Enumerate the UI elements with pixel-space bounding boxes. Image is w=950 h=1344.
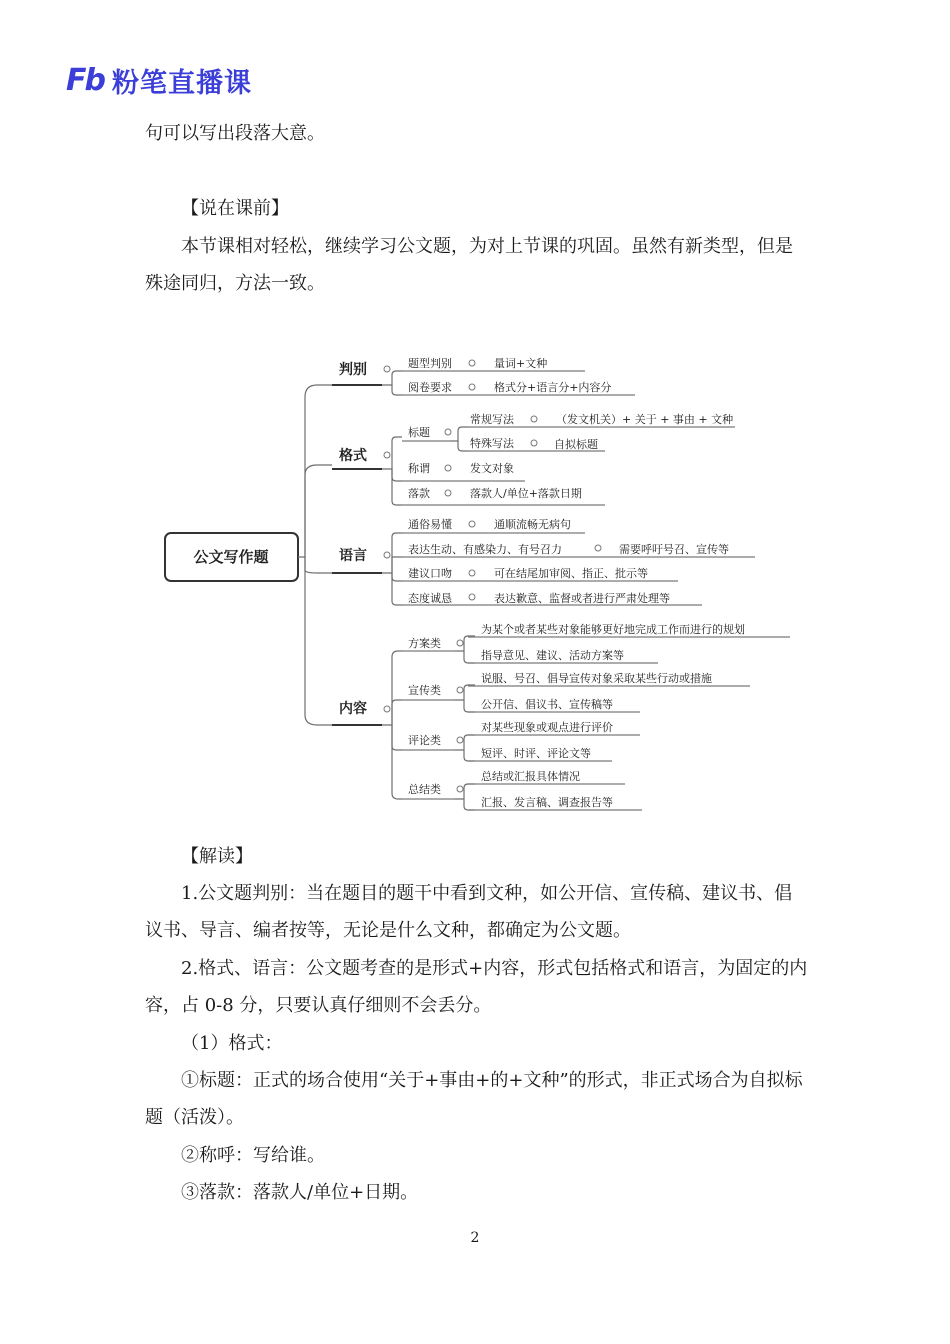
judge-item-label: 题型判别 (408, 357, 452, 370)
format-title-label: 标题 (408, 426, 430, 439)
language-item-label: 建议口吻 (408, 567, 452, 580)
paragraph-continuation: 句可以写出段落大意。 (145, 123, 325, 144)
language-item-value: 通顺流畅无病句 (494, 518, 571, 531)
language-item-value: 可在结尾加审阅、指正、批示等 (494, 567, 648, 580)
content-type-examples: 短评、时评、评论文等 (481, 747, 591, 760)
content-type-label: 总结类 (408, 783, 441, 796)
paragraph-format-salutation: ②称呼：写给谁。 (181, 1145, 325, 1166)
category-format: 格式 (339, 448, 367, 464)
category-language: 语言 (339, 548, 367, 564)
judge-item-value: 量词+文种 (494, 357, 548, 370)
section-heading-before-class: 【说在课前】 (181, 198, 289, 219)
category-judge: 判别 (339, 362, 367, 378)
format-item-label: 落款 (408, 487, 430, 500)
section-heading-interpretation: 【解读】 (181, 846, 253, 867)
content-type-examples: 公开信、倡议书、宣传稿等 (481, 698, 613, 711)
language-item-label: 通俗易懂 (408, 518, 452, 531)
format-item-label: 称谓 (408, 462, 430, 475)
content-type-examples: 指导意见、建议、活动方案等 (481, 649, 624, 662)
language-item-value: 需要呼吁号召、宣传等 (619, 543, 729, 556)
paragraph-format-signature: ③落款：落款人/单位+日期。 (181, 1182, 419, 1203)
format-item-value: 落款人/单位+落款日期 (470, 487, 582, 500)
format-title-item-label: 特殊写法 (470, 437, 514, 450)
paragraph-point-2: 2.格式、语言：公文题考查的是形式+内容，形式包括格式和语言，为固定的内容，占 0-8 分，只要认真仔细则不会丢分。 (145, 958, 808, 1016)
content-group-summary (402, 769, 642, 810)
paragraph-point-1: 1.公文题判别：当在题目的题干中看到文种，如公开信、宣传稿、建议书、倡议书、导言、编者按等，无论是什么文种，都确定为公文题。 (145, 883, 793, 941)
brand-logo (66, 60, 252, 100)
mind-map-root: 公文写作题 (193, 548, 269, 566)
paragraph-format-heading: （1）格式： (181, 1033, 283, 1054)
content-group-review (402, 720, 640, 761)
content-type-examples: 汇报、发言稿、调查报告等 (481, 796, 613, 809)
content-group-publicity (402, 671, 750, 712)
content-type-label: 宣传类 (408, 684, 441, 697)
language-item-value: 表达歉意、监督或者进行严肃处理等 (494, 592, 670, 605)
format-title-item-value: （发文机关）+ 关于 + 事由 + 文种 (556, 413, 734, 426)
content-type-label: 评论类 (408, 734, 441, 747)
content-type-desc: 对某些现象或观点进行评价 (481, 721, 613, 734)
judge-item-value: 格式分+语言分+内容分 (494, 381, 612, 394)
page-number: 2 (470, 1230, 480, 1246)
paragraph-format-title: ①标题：正式的场合使用“关于+事由+的+文种”的形式，非正式场合为自拟标题（活泼）。 (145, 1070, 803, 1128)
mind-map (150, 345, 800, 820)
category-content: 内容 (339, 701, 367, 717)
language-item-label: 表达生动、有感染力、有号召力 (408, 543, 562, 556)
content-group-plan (402, 622, 790, 663)
logo-mark: Fb (66, 62, 104, 98)
content-type-label: 方案类 (408, 637, 441, 650)
language-item-label: 态度诚恳 (408, 592, 452, 605)
format-title-item-value: 自拟标题 (554, 438, 598, 451)
content-type-desc: 说服、号召、倡导宣传对象采取某些行动或措施 (481, 672, 712, 685)
paragraph-intro: 本节课相对轻松，继续学习公文题，为对上节课的巩固。虽然有新类型，但是殊途同归，方法一致。 (145, 236, 793, 294)
logo-text: 粉笔直播课 (111, 67, 252, 99)
judge-item-label: 阅卷要求 (408, 381, 452, 394)
format-title-item-label: 常规写法 (470, 413, 514, 426)
content-type-desc: 为某个或者某些对象能够更好地完成工作而进行的规划 (481, 623, 745, 636)
content-type-desc: 总结或汇报具体情况 (481, 770, 580, 783)
format-item-value: 发文对象 (470, 462, 514, 475)
